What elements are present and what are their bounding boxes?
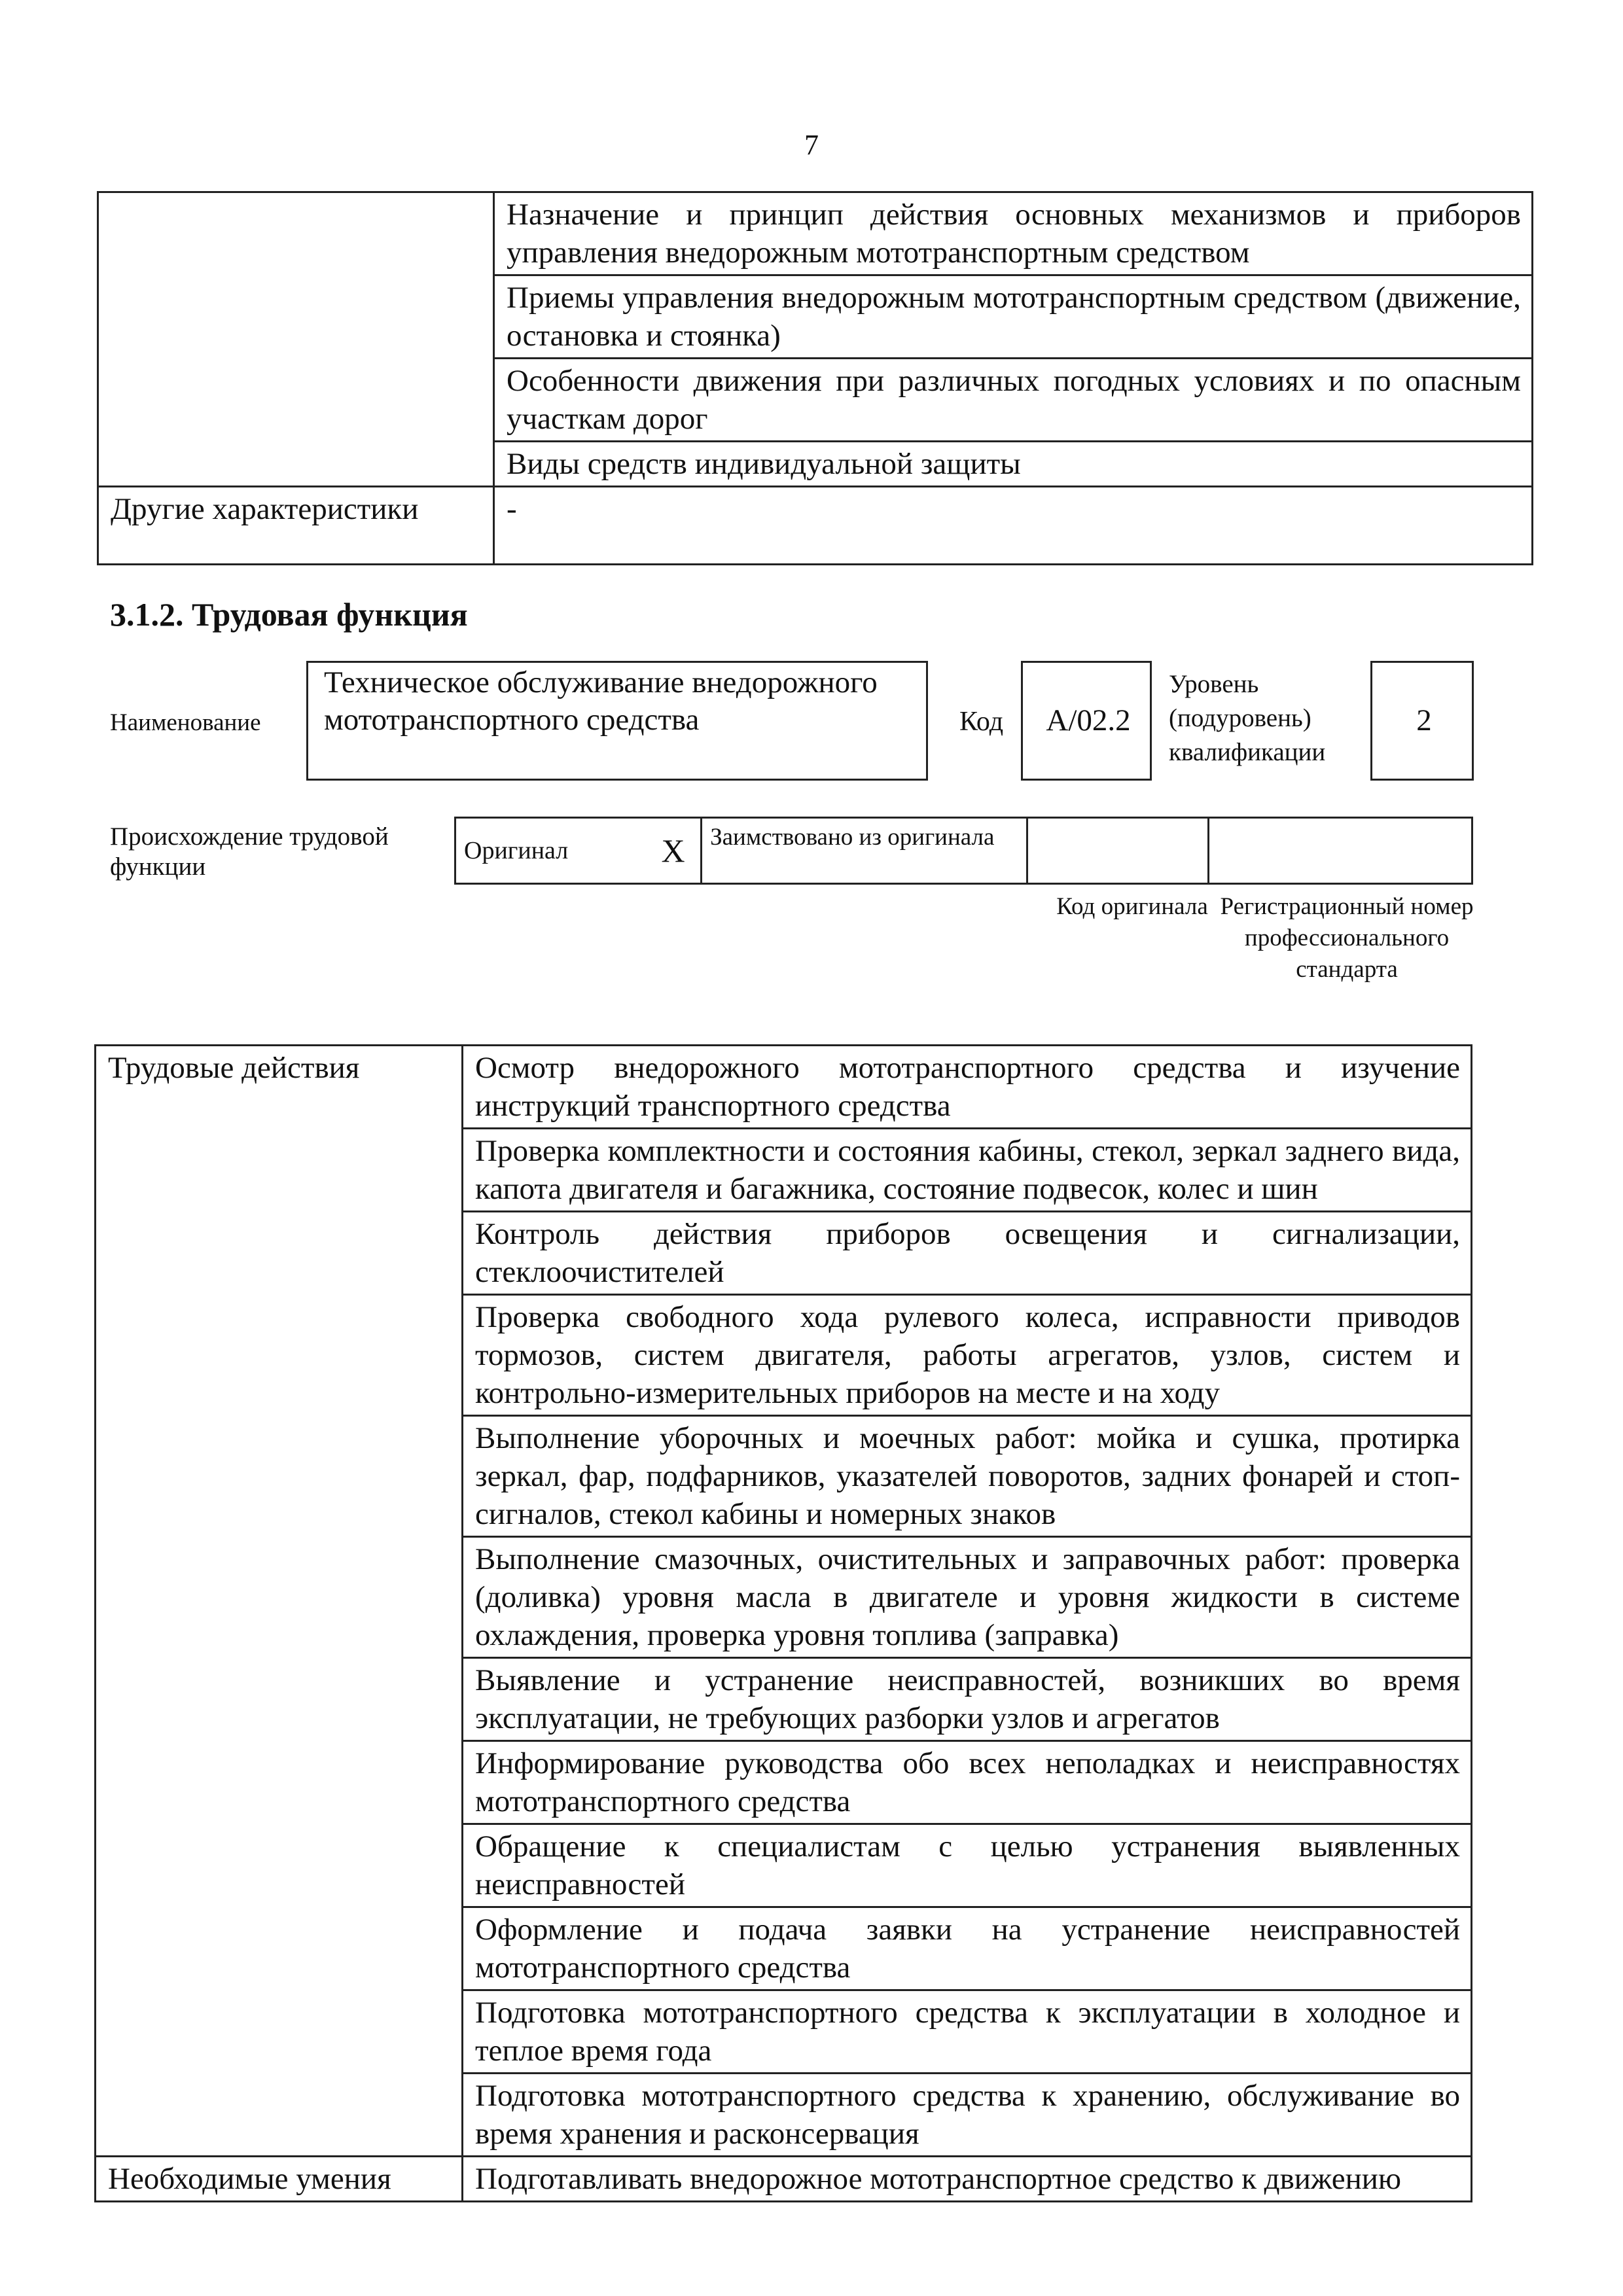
table-row: Проверка свободного хода рулевого колеса, исправности приводов тормозов, систем двигателя, работы агрегатов, узлов, систем и контрольно-измерительных приборов на месте и на ходу: [463, 1295, 1472, 1416]
table-row: Информирование руководства обо всех неполадках и неисправностях мототранспортного средства: [463, 1741, 1472, 1824]
code-label: Код: [959, 707, 1004, 737]
code-value: А/02.2: [1046, 703, 1131, 737]
page-number: 7: [804, 129, 819, 161]
labor-actions-label: Трудовые действия: [96, 1046, 463, 2157]
table-cell: Особенности движения при различных погодных условиях и по опасным участкам дорог: [494, 359, 1533, 442]
top-knowledge-table: [97, 191, 1533, 565]
origin-table: [454, 817, 1473, 885]
code-box: [1021, 661, 1152, 781]
other-characteristics-value: -: [494, 487, 1533, 565]
table-row: Контроль действия приборов освещения и сигнализации, стеклоочистителей: [463, 1212, 1472, 1295]
table-row: Выявление и устранение неисправностей, возникших во время эксплуатации, не требующих разборки узлов и агрегатов: [463, 1658, 1472, 1741]
table-cell: Приемы управления внедорожным мототранспортным средством (движение, остановка и стоянка): [494, 275, 1533, 359]
table-row: Выполнение уборочных и моечных работ: мойка и сушка, протирка зеркал, фар, подфарников, указателей поворотов, задних фонарей и стоп-сигналов, стекол кабины и номерных знаков: [463, 1416, 1472, 1537]
level-label: Уровень (подуровень) квалификации: [1169, 670, 1326, 766]
origin-label: Происхождение трудовой функции: [110, 822, 389, 881]
labor-actions-table: [94, 1044, 1472, 2202]
table-cell: Виды средств индивидуальной защиты: [494, 442, 1533, 487]
table-row: Обращение к специалистам с целью устранения выявленных неисправностей: [463, 1824, 1472, 1907]
level-value: 2: [1416, 703, 1432, 737]
registration-caption: Регистрационный номер профессионального стандарта: [1220, 893, 1474, 983]
section-heading: 3.1.2. Трудовая функция: [110, 596, 468, 633]
level-box: [1370, 661, 1474, 781]
code-caption: Код оригинала: [1056, 893, 1208, 920]
empty-label-cell: [98, 192, 494, 487]
borrowed-label: Заимствовано из оригинала: [702, 818, 1027, 884]
table-row: Осмотр внедорожного мототранспортного средства и изучение инструкций транспортного средства: [463, 1046, 1472, 1129]
table-row: Проверка комплектности и состояния кабины, стекол, зеркал заднего вида, капота двигателя и багажника, состояние подвесок, колес и шин: [463, 1129, 1472, 1212]
table-row: Выполнение смазочных, очистительных и заправочных работ: проверка (доливка) уровня масла в двигателе и уровня жидкости в системе охлаждения, проверка уровня топлива (заправка): [463, 1537, 1472, 1658]
table-row: Подготовка мототранспортного средства к эксплуатации в холодное и теплое время года: [463, 1990, 1472, 2074]
code-of-original-cell: [1027, 818, 1209, 884]
original-mark: X: [646, 818, 702, 884]
required-skills-label: Необходимые умения: [96, 2157, 463, 2202]
table-row: Подготовка мототранспортного средства к хранению, обслуживание во время хранения и расконсервация: [463, 2074, 1472, 2157]
name-box: [306, 661, 928, 781]
other-characteristics-label: Другие характеристики: [98, 487, 494, 565]
table-cell: Назначение и принцип действия основных механизмов и приборов управления внедорожным мототранспортным средством: [494, 192, 1533, 275]
table-row: Оформление и подача заявки на устранение неисправностей мототранспортного средства: [463, 1907, 1472, 1990]
original-label: Оригинал: [455, 818, 646, 884]
name-label: Наименование: [110, 709, 261, 736]
name-value: Техническое обслуживание внедорожного мототранспортного средства: [324, 665, 878, 737]
registration-number-cell: [1209, 818, 1472, 884]
table-row: Подготавливать внедорожное мототранспортное средство к движению: [463, 2157, 1472, 2202]
